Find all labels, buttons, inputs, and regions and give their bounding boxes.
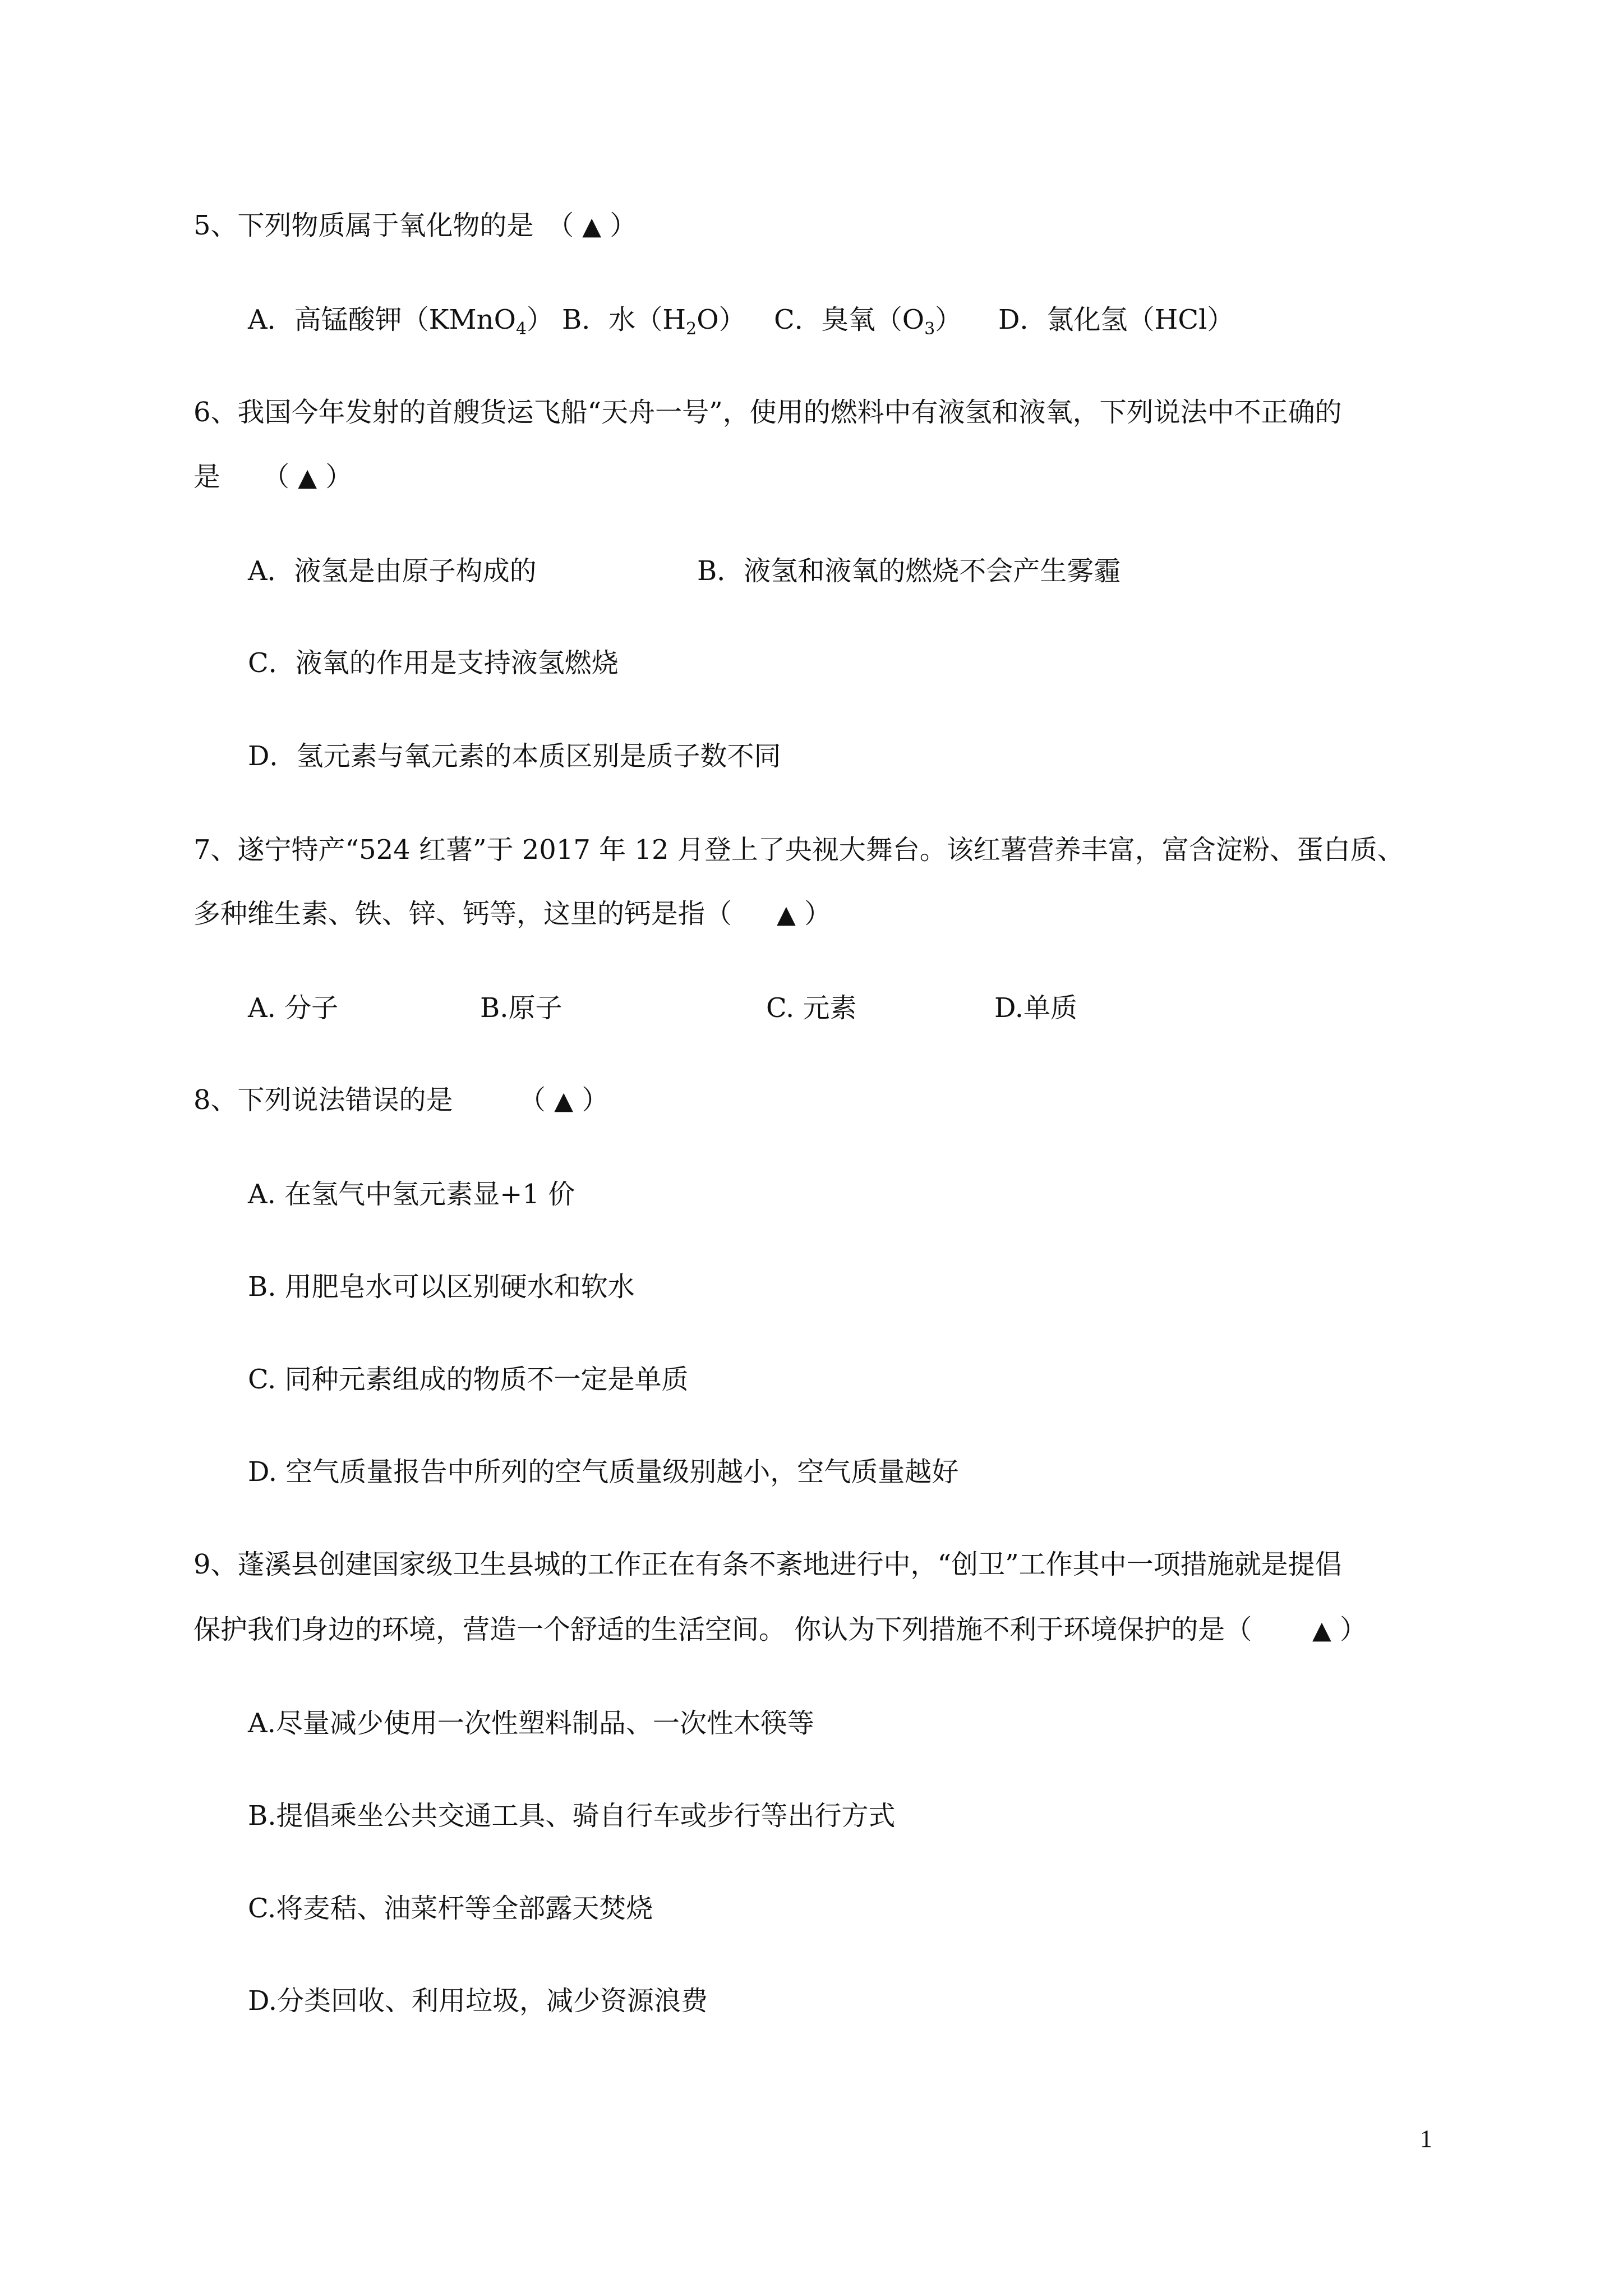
question-8-stem (193, 1082, 453, 1118)
option-c-subscript: 3 (924, 319, 935, 339)
blank-open-paren: （ (547, 210, 574, 241)
blank-close-paren: ） (582, 1084, 609, 1116)
question-7-option-a: A. 分子 (248, 992, 339, 1024)
option-a-text: A．高锰酸钾（KMnO (248, 304, 516, 335)
question-9-stem-line-1: 9、蓬溪县创建国家级卫生县城的工作正在有条不紊地进行中，“创卫”工作其中一项措施就是提倡 (193, 1549, 1342, 1580)
question-8-option-d: D. 空气质量报告中所列的空气质量级别越小，空气质量越好 (248, 1456, 959, 1488)
question-5-text: 5、下列物质属于氧化物的是 (193, 210, 534, 241)
question-5-option-b (562, 302, 746, 338)
question-5-stem (193, 208, 534, 243)
blank-open-paren: （ (262, 461, 290, 493)
question-7-option-c: C. 元素 (766, 992, 857, 1024)
question-9-option-b: B.提倡乘坐公共交通工具、骑自行车或步行等出行方式 (248, 1800, 896, 1832)
question-8-option-c: C. 同种元素组成的物质不一定是单质 (248, 1364, 689, 1395)
question-8-text: 8、下列说法错误的是 (193, 1084, 453, 1116)
option-a-subscript: 4 (515, 319, 527, 339)
question-6-option-a: A．液氢是由原子构成的 (248, 555, 537, 587)
blank-close-paren: ） (804, 898, 832, 930)
question-8-option-b: B. 用肥皂水可以区别硬水和软水 (248, 1271, 635, 1303)
blank-close-paren: ） (610, 210, 637, 241)
question-7-answer-blank (777, 896, 831, 933)
question-6-stem-line-2 (193, 459, 220, 495)
question-5-option-c (774, 302, 962, 338)
question-6-stem-tail: 是 (193, 461, 221, 493)
question-7-stem-line-1: 7、遂宁特产“524 红薯”于 2017 年 12 月登上了央视大舞台。该红薯营养丰富，富含淀粉、蛋白质、 (193, 834, 1404, 866)
triangle-marker-icon: ▲ (554, 1087, 574, 1115)
option-c-text: C．臭氧（O (774, 304, 925, 335)
question-8-answer-blank (519, 1082, 608, 1119)
page-number: 1 (1420, 2125, 1432, 2152)
question-9-option-a: A.尽量减少使用一次性塑料制品、一次性木筷等 (248, 1708, 814, 1739)
question-7-stem-line-2 (193, 896, 732, 932)
question-6-option-d: D．氢元素与氧元素的本质区别是质子数不同 (248, 740, 781, 772)
question-7-option-d: D.单质 (994, 992, 1078, 1024)
option-a-close: ） (527, 304, 554, 335)
triangle-marker-icon: ▲ (582, 212, 602, 241)
question-9-option-d: D.分类回收、利用垃圾，减少资源浪费 (248, 1985, 708, 2017)
blank-close-paren: ） (1340, 1614, 1367, 1645)
question-7-option-b: B.原子 (480, 992, 562, 1024)
option-b-close: O） (697, 304, 746, 335)
option-b-subscript: 2 (686, 319, 697, 339)
question-6-answer-blank (262, 459, 352, 496)
question-6-option-c: C．液氧的作用是支持液氢燃烧 (248, 647, 619, 679)
question-6-stem-line-1: 6、我国今年发射的首艘货运飞船“天舟一号”，使用的燃料中有液氢和液氧，下列说法中不正确的 (193, 397, 1342, 428)
triangle-marker-icon: ▲ (298, 463, 317, 492)
question-5-option-a (248, 302, 554, 338)
question-7-stem-tail: 多种维生素、铁、锌、钙等，这里的钙是指（ (193, 898, 732, 930)
blank-open-paren: （ (519, 1084, 546, 1116)
question-9-stem-line-2 (193, 1612, 1252, 1648)
question-5-answer-blank (547, 208, 637, 245)
question-5-option-d: D．氯化氢（HCl） (998, 304, 1234, 335)
question-9-stem-tail: 保护我们身边的环境，营造一个舒适的生活空间。 你认为下列措施不利于环境保护的是（ (193, 1614, 1252, 1645)
question-6-option-b: B．液氢和液氧的燃烧不会产生雾霾 (697, 555, 1121, 587)
triangle-marker-icon: ▲ (777, 900, 796, 929)
option-b-text: B．水（H (562, 304, 686, 335)
option-c-close: ） (935, 304, 962, 335)
question-8-option-a: A. 在氢气中氢元素显+1 价 (248, 1179, 575, 1210)
blank-close-paren: ） (325, 461, 353, 493)
triangle-marker-icon: ▲ (1312, 1616, 1331, 1645)
question-9-option-c: C.将麦秸、油菜杆等全部露天焚烧 (248, 1893, 653, 1924)
question-9-answer-blank (1312, 1612, 1367, 1649)
